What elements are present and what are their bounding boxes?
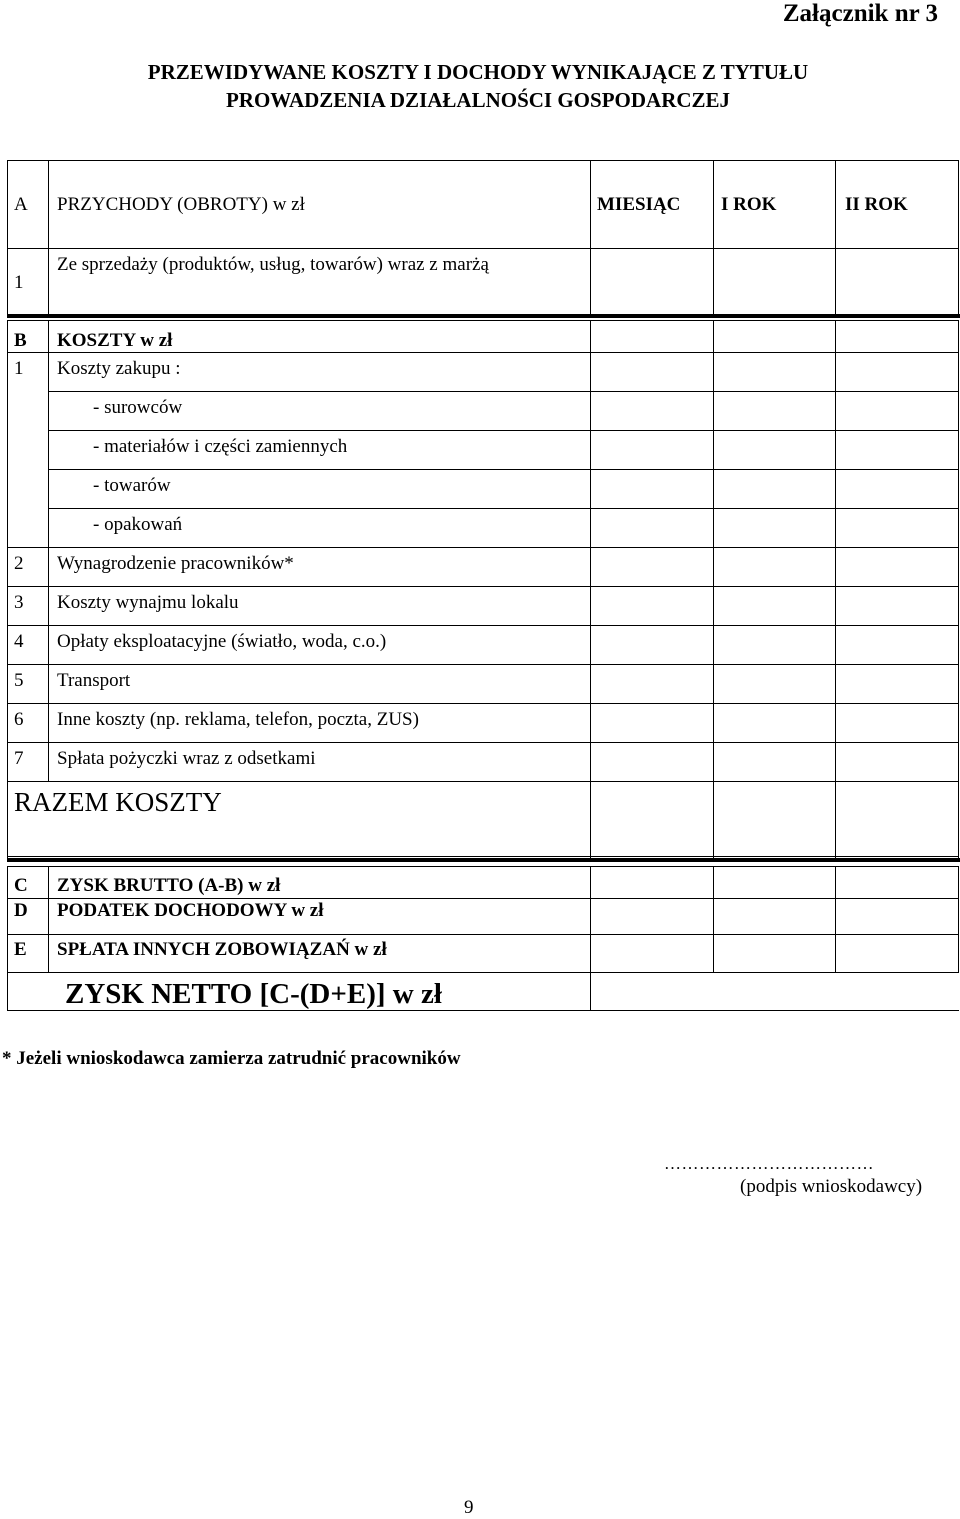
revenue-row-number: 1	[14, 272, 24, 293]
costs-heading: KOSZTY w zł	[57, 330, 173, 351]
revenue-heading: PRZYCHODY (OBROTY) w zł	[57, 194, 305, 215]
cost-row-number: 3	[14, 592, 24, 613]
cost-row-label: Transport	[57, 670, 131, 691]
annex-label: Załącznik nr 3	[782, 0, 938, 27]
section-d-letter: D	[14, 900, 28, 921]
income-tax-label: PODATEK DOCHODOWY w zł	[57, 900, 324, 921]
document-title-line1: PRZEWIDYWANE KOSZTY I DOCHODY WYNIKAJĄCE Z TYTUŁU	[147, 60, 809, 84]
gross-profit-label: ZYSK BRUTTO (A-B) w zł	[57, 875, 281, 896]
column-year1-header: I ROK	[721, 194, 777, 215]
cost-row-label: - materiałów i części zamiennych	[93, 436, 348, 457]
cost-row-number: 5	[14, 670, 24, 691]
cost-row-label: Opłaty eksploatacyjne (światło, woda, c.o.)	[57, 631, 387, 652]
footnote: * Jeżeli wnioskodawca zamierza zatrudnić pracowników	[2, 1048, 461, 1069]
cost-row-label: - surowców	[93, 397, 183, 418]
cost-row-label: - towarów	[93, 475, 171, 496]
section-b-letter: B	[14, 330, 27, 351]
cost-row-label: Spłata pożyczki wraz z odsetkami	[57, 748, 316, 769]
signature-line: ………………………………	[664, 1154, 874, 1173]
column-month-header: MIESIĄC	[597, 194, 681, 215]
net-profit-label: ZYSK NETTO [C-(D+E)] w zł	[65, 978, 442, 1010]
signature-caption: (podpis wnioskodawcy)	[740, 1176, 923, 1197]
document-title-line2: PROWADZENIA DZIAŁALNOŚCI GOSPODARCZEJ	[225, 88, 731, 112]
cost-row-label: - opakowań	[93, 514, 183, 535]
page-number: 9	[464, 1497, 474, 1518]
section-e-letter: E	[14, 939, 27, 960]
column-year2-header: II ROK	[845, 194, 908, 215]
cost-row-label: Wynagrodzenie pracowników*	[57, 553, 294, 574]
total-costs-label: RAZEM KOSZTY	[14, 787, 222, 817]
section-c-letter: C	[14, 875, 28, 896]
revenue-row-label: Ze sprzedaży (produktów, usług, towarów) wraz z marżą	[57, 254, 489, 275]
section-a-letter: A	[14, 194, 28, 215]
cost-row-label: Koszty wynajmu lokalu	[57, 592, 239, 613]
other-liabilities-label: SPŁATA INNYCH ZOBOWIĄZAŃ w zł	[57, 939, 387, 960]
cost-row-number: 1	[14, 358, 24, 379]
cost-row-number: 6	[14, 709, 24, 730]
cost-row-number: 7	[14, 748, 24, 769]
cost-row-label: Inne koszty (np. reklama, telefon, poczta, ZUS)	[57, 709, 419, 730]
cost-row-number: 2	[14, 553, 24, 574]
cost-row-label: Koszty zakupu :	[57, 358, 181, 379]
cost-row-number: 4	[14, 631, 24, 652]
